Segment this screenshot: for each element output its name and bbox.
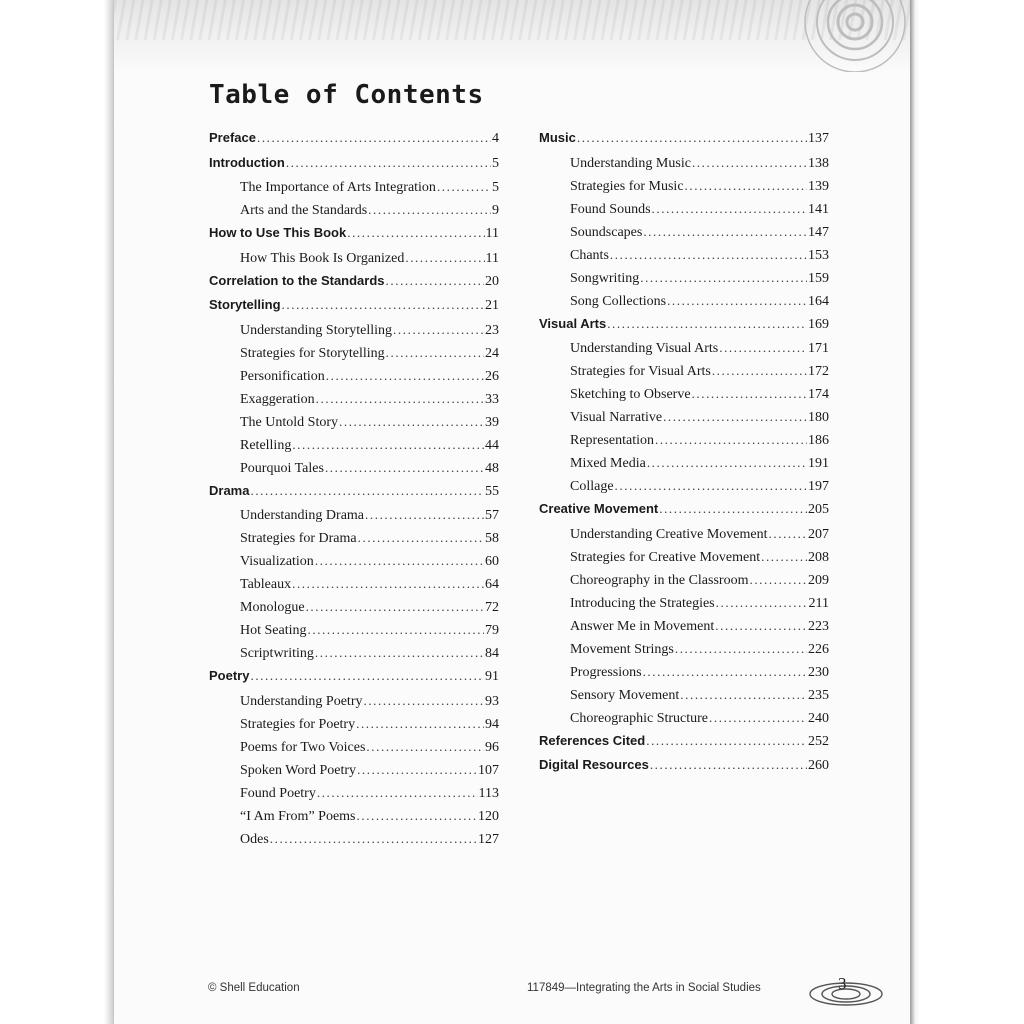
toc-entry-page: 226 bbox=[808, 641, 829, 657]
dot-leader bbox=[326, 364, 484, 387]
toc-subentry bbox=[539, 336, 829, 359]
toc-entry-label: Songwriting bbox=[570, 270, 640, 286]
toc-entry-page: 171 bbox=[808, 341, 829, 356]
dot-leader bbox=[675, 637, 807, 660]
toc-entry-page: 58 bbox=[485, 531, 499, 546]
toc-entry-page: 120 bbox=[478, 808, 499, 824]
toc-section-entry bbox=[209, 479, 499, 504]
toc-entry-label: Preface bbox=[209, 130, 256, 145]
dot-leader bbox=[282, 293, 484, 318]
dot-leader bbox=[315, 549, 484, 572]
toc-subentry bbox=[209, 689, 499, 712]
toc-subentry bbox=[209, 364, 499, 387]
toc-subentry bbox=[209, 246, 499, 269]
toc-entry-label: Correlation to the Standards bbox=[209, 272, 385, 288]
toc-subentry bbox=[539, 660, 829, 683]
toc-entry-label: Progressions bbox=[570, 664, 642, 680]
toc-subentry bbox=[209, 781, 499, 804]
toc-entry-page: 127 bbox=[478, 831, 499, 847]
toc-subentry bbox=[539, 174, 829, 197]
dot-leader bbox=[358, 526, 484, 549]
dot-leader bbox=[667, 289, 807, 312]
toc-entry-page: 186 bbox=[808, 433, 829, 448]
toc-entry-page: 137 bbox=[808, 131, 829, 146]
toc-entry-page: 72 bbox=[485, 600, 499, 615]
toc-entry-label: How to Use This Book bbox=[209, 225, 347, 240]
toc-subentry bbox=[539, 266, 829, 289]
toc-subentry bbox=[539, 220, 829, 243]
toc-entry-label: Storytelling bbox=[209, 297, 281, 312]
toc-entry-label: The Importance of Arts Integration bbox=[240, 180, 436, 195]
toc-subentry bbox=[539, 474, 829, 497]
toc-entry-label: “I Am From” Poems bbox=[240, 808, 356, 824]
toc-entry-page: 208 bbox=[808, 549, 829, 565]
toc-entry-label: Soundscapes bbox=[570, 224, 643, 240]
toc-section-entry bbox=[539, 126, 829, 151]
toc-entry-page: 260 bbox=[808, 758, 829, 773]
toc-entry-label: Poetry bbox=[209, 668, 250, 683]
dot-leader bbox=[357, 804, 478, 827]
toc-subentry bbox=[539, 197, 829, 220]
toc-subentry bbox=[209, 387, 499, 410]
toc-entry-label: Pourquoi Tales bbox=[240, 460, 324, 476]
toc-subentry bbox=[209, 595, 499, 618]
toc-subentry bbox=[539, 359, 829, 382]
dot-leader bbox=[315, 641, 484, 664]
toc-entry-page: 91 bbox=[485, 669, 499, 684]
toc-subentry bbox=[539, 405, 829, 428]
toc-entry-page: 223 bbox=[808, 618, 829, 634]
toc-entry-label: Found Poetry bbox=[240, 785, 316, 801]
dot-leader bbox=[366, 735, 484, 758]
toc-entry-label: Strategies for Poetry bbox=[240, 716, 356, 732]
dot-leader bbox=[769, 522, 807, 545]
toc-entry-label: Exaggeration bbox=[240, 391, 315, 407]
dot-leader bbox=[607, 312, 807, 337]
dot-leader bbox=[650, 753, 807, 778]
toc-subentry bbox=[539, 614, 829, 637]
toc-entry-label: Found Sounds bbox=[570, 201, 651, 217]
toc-subentry bbox=[539, 522, 829, 545]
toc-entry-label: Scriptwriting bbox=[240, 646, 314, 661]
toc-entry-page: 84 bbox=[485, 646, 499, 661]
dot-leader bbox=[646, 729, 807, 754]
dot-leader bbox=[308, 618, 485, 641]
toc-subentry bbox=[539, 151, 829, 174]
toc-entry-page: 211 bbox=[808, 595, 829, 611]
toc-entry-label: Understanding Poetry bbox=[240, 693, 363, 709]
dot-leader bbox=[292, 433, 484, 456]
dot-leader bbox=[719, 336, 807, 359]
toc-entry-label: Movement Strings bbox=[570, 641, 674, 657]
toc-section-entry bbox=[539, 729, 829, 754]
toc-subentry bbox=[209, 641, 499, 664]
toc-entry-page: 235 bbox=[808, 687, 829, 703]
dot-leader bbox=[643, 660, 807, 683]
dot-leader bbox=[365, 503, 484, 526]
toc-entry-label: Understanding Storytelling bbox=[240, 322, 393, 338]
toc-subentry bbox=[539, 591, 829, 614]
dot-leader bbox=[437, 175, 491, 198]
page-title: Table of Contents bbox=[209, 80, 484, 110]
toc-subentry bbox=[209, 827, 499, 850]
toc-entry-page: 180 bbox=[808, 410, 829, 425]
toc-entry-label: Chants bbox=[570, 247, 609, 263]
toc-entry-page: 5 bbox=[492, 155, 499, 171]
toc-entry-page: 55 bbox=[485, 483, 499, 499]
toc-entry-page: 26 bbox=[485, 368, 499, 384]
toc-subentry bbox=[209, 198, 499, 221]
toc-entry-page: 139 bbox=[808, 178, 829, 194]
toc-subentry bbox=[209, 433, 499, 456]
toc-section-entry bbox=[209, 126, 499, 151]
toc-entry-label: Answer Me in Movement bbox=[570, 618, 715, 634]
toc-entry-page: 96 bbox=[485, 739, 499, 755]
footer-copyright: © Shell Education bbox=[208, 982, 300, 994]
toc-entry-page: 21 bbox=[485, 298, 499, 313]
dot-leader bbox=[709, 706, 807, 729]
toc-subentry bbox=[209, 410, 499, 433]
toc-entry-page: 5 bbox=[492, 180, 499, 195]
toc-entry-page: 11 bbox=[485, 250, 499, 266]
ripple-page-icon bbox=[806, 974, 890, 1006]
toc-entry-label: How This Book Is Organized bbox=[240, 250, 405, 266]
toc-entry-label: Monologue bbox=[240, 600, 305, 615]
toc-entry-label: Music bbox=[539, 130, 576, 145]
toc-entry-label: Strategies for Drama bbox=[240, 531, 357, 546]
dot-leader bbox=[692, 382, 807, 405]
toc-section-entry bbox=[209, 664, 499, 689]
ripple-icon bbox=[770, 0, 910, 72]
toc-entry-label: Understanding Music bbox=[570, 155, 691, 171]
toc-entry-page: 172 bbox=[808, 364, 829, 379]
dot-leader bbox=[716, 591, 808, 614]
toc-subentry bbox=[209, 804, 499, 827]
dot-leader bbox=[405, 246, 484, 269]
dot-leader bbox=[257, 126, 491, 151]
toc-subentry bbox=[209, 735, 499, 758]
dot-leader bbox=[363, 689, 484, 712]
toc-entry-page: 20 bbox=[485, 273, 499, 289]
dot-leader bbox=[659, 497, 807, 522]
toc-subentry bbox=[539, 568, 829, 591]
dot-leader bbox=[356, 712, 484, 735]
dot-leader bbox=[393, 318, 484, 341]
toc-entry-label: Introduction bbox=[209, 154, 285, 170]
toc-entry-page: 209 bbox=[808, 572, 829, 588]
toc-entry-label: Strategies for Visual Arts bbox=[570, 364, 711, 379]
toc-entry-page: 205 bbox=[808, 502, 829, 517]
dot-leader bbox=[270, 827, 477, 850]
dot-leader bbox=[692, 151, 807, 174]
toc-subentry bbox=[209, 503, 499, 526]
toc-entry-page: 33 bbox=[485, 391, 499, 407]
toc-subentry bbox=[209, 175, 499, 198]
toc-subentry bbox=[539, 706, 829, 729]
right-page-edge bbox=[910, 0, 916, 1024]
dot-leader bbox=[325, 456, 484, 479]
dot-leader bbox=[250, 664, 484, 689]
toc-entry-page: 39 bbox=[485, 414, 499, 430]
toc-entry-page: 147 bbox=[808, 224, 829, 240]
toc-entry-label: Personification bbox=[240, 368, 325, 384]
toc-entry-label: References Cited bbox=[539, 732, 646, 748]
toc-entry-label: Strategies for Creative Movement bbox=[570, 549, 761, 565]
toc-entry-label: Creative Movement bbox=[539, 501, 659, 516]
toc-entry-page: 4 bbox=[492, 131, 499, 146]
toc-entry-label: Introducing the Strategies bbox=[570, 595, 715, 611]
toc-entry-page: 138 bbox=[808, 155, 829, 171]
toc-section-entry bbox=[209, 269, 499, 294]
dot-leader bbox=[306, 595, 484, 618]
toc-entry-page: 113 bbox=[478, 785, 499, 801]
dot-leader bbox=[250, 479, 484, 504]
toc-section-entry bbox=[539, 312, 829, 337]
toc-entry-label: Hot Seating bbox=[240, 623, 307, 638]
dot-leader bbox=[286, 151, 491, 176]
dot-leader bbox=[357, 758, 477, 781]
toc-entry-label: Strategies for Music bbox=[570, 178, 684, 194]
toc-entry-page: 48 bbox=[485, 460, 499, 476]
toc-subentry bbox=[209, 526, 499, 549]
toc-section-entry bbox=[539, 497, 829, 522]
dot-leader bbox=[577, 126, 807, 151]
dot-leader bbox=[292, 572, 484, 595]
toc-left-column bbox=[209, 126, 499, 850]
toc-subentry bbox=[539, 545, 829, 568]
document-page bbox=[114, 0, 910, 1024]
toc-subentry bbox=[209, 572, 499, 595]
toc-entry-page: 252 bbox=[808, 733, 829, 749]
toc-entry-label: Visual Arts bbox=[539, 315, 607, 331]
toc-entry-label: Understanding Visual Arts bbox=[570, 341, 719, 356]
toc-entry-label: Tableaux bbox=[240, 577, 292, 592]
toc-section-entry bbox=[539, 753, 829, 778]
toc-entry-label: Visualization bbox=[240, 554, 314, 569]
toc-subentry bbox=[209, 618, 499, 641]
toc-section-entry bbox=[209, 293, 499, 318]
toc-subentry bbox=[209, 318, 499, 341]
toc-entry-label: Representation bbox=[570, 433, 654, 448]
toc-entry-label: Choreographic Structure bbox=[570, 710, 709, 726]
toc-entry-page: 57 bbox=[485, 508, 499, 523]
dot-leader bbox=[347, 221, 484, 246]
dot-leader bbox=[761, 545, 807, 568]
dot-leader bbox=[317, 781, 478, 804]
toc-entry-label: Sensory Movement bbox=[570, 687, 680, 703]
toc-subentry bbox=[539, 289, 829, 312]
toc-right-column bbox=[539, 126, 829, 778]
toc-entry-page: 11 bbox=[485, 226, 499, 241]
toc-entry-label: Visual Narrative bbox=[570, 410, 663, 425]
toc-entry-page: 24 bbox=[485, 345, 499, 361]
toc-entry-label: Arts and the Standards bbox=[240, 203, 368, 218]
dot-leader bbox=[339, 410, 484, 433]
dot-leader bbox=[652, 197, 807, 220]
toc-entry-page: 153 bbox=[808, 247, 829, 263]
dot-leader bbox=[640, 266, 807, 289]
toc-entry-label: Poems for Two Voices bbox=[240, 739, 366, 755]
toc-entry-page: 197 bbox=[808, 479, 829, 494]
toc-subentry bbox=[209, 758, 499, 781]
dot-leader bbox=[386, 269, 484, 294]
toc-entry-page: 174 bbox=[808, 387, 829, 402]
toc-entry-page: 207 bbox=[808, 526, 829, 542]
toc-entry-label: Strategies for Storytelling bbox=[240, 345, 385, 361]
toc-entry-page: 93 bbox=[485, 693, 499, 709]
toc-entry-label: Choreography in the Classroom bbox=[570, 572, 749, 588]
toc-subentry bbox=[539, 451, 829, 474]
toc-entry-page: 230 bbox=[808, 664, 829, 680]
toc-entry-page: 169 bbox=[808, 316, 829, 332]
toc-entry-label: Spoken Word Poetry bbox=[240, 762, 357, 778]
toc-section-entry bbox=[209, 221, 499, 246]
toc-entry-label: Digital Resources bbox=[539, 757, 649, 772]
toc-subentry bbox=[539, 382, 829, 405]
toc-entry-label: The Untold Story bbox=[240, 414, 338, 430]
page-number: 3 bbox=[838, 974, 847, 993]
dot-leader bbox=[715, 614, 807, 637]
toc-subentry bbox=[209, 456, 499, 479]
footer-book-title: 117849—Integrating the Arts in Social Studies bbox=[527, 982, 761, 994]
toc-subentry bbox=[539, 428, 829, 451]
page-number-badge bbox=[806, 974, 890, 1006]
dot-leader bbox=[610, 243, 807, 266]
toc-subentry bbox=[209, 549, 499, 572]
left-page-edge bbox=[104, 0, 114, 1024]
dot-leader bbox=[663, 405, 807, 428]
dot-leader bbox=[643, 220, 807, 243]
dot-leader bbox=[386, 341, 484, 364]
toc-entry-page: 64 bbox=[485, 577, 499, 592]
toc-subentry bbox=[539, 683, 829, 706]
toc-entry-label: Sketching to Observe bbox=[570, 387, 691, 402]
dot-leader bbox=[749, 568, 807, 591]
toc-entry-label: Mixed Media bbox=[570, 456, 646, 471]
toc-section-entry bbox=[209, 151, 499, 176]
toc-entry-label: Understanding Drama bbox=[240, 508, 365, 523]
dot-leader bbox=[712, 359, 807, 382]
dot-leader bbox=[680, 683, 807, 706]
toc-subentry bbox=[209, 341, 499, 364]
toc-subentry bbox=[539, 637, 829, 660]
toc-entry-page: 240 bbox=[808, 710, 829, 726]
dot-leader bbox=[368, 198, 491, 221]
toc-entry-label: Retelling bbox=[240, 437, 292, 453]
toc-entry-page: 44 bbox=[485, 437, 499, 453]
toc-entry-label: Song Collections bbox=[570, 293, 667, 309]
toc-entry-label: Collage bbox=[570, 479, 614, 494]
toc-entry-label: Drama bbox=[209, 482, 250, 498]
toc-subentry bbox=[539, 243, 829, 266]
dot-leader bbox=[655, 428, 807, 451]
toc-entry-page: 159 bbox=[808, 270, 829, 286]
dot-leader bbox=[647, 451, 807, 474]
dot-leader bbox=[615, 474, 807, 497]
toc-entry-page: 191 bbox=[808, 456, 829, 471]
toc-entry-label: Understanding Creative Movement bbox=[570, 526, 768, 542]
toc-entry-page: 79 bbox=[485, 623, 499, 638]
toc-subentry bbox=[209, 712, 499, 735]
dot-leader bbox=[316, 387, 484, 410]
toc-entry-page: 9 bbox=[492, 203, 499, 218]
toc-entry-page: 141 bbox=[808, 201, 829, 217]
toc-entry-page: 94 bbox=[485, 716, 499, 732]
toc-entry-page: 23 bbox=[485, 322, 499, 338]
toc-entry-page: 164 bbox=[808, 293, 829, 309]
toc-entry-page: 107 bbox=[478, 762, 499, 778]
header-banner bbox=[114, 0, 910, 72]
dot-leader bbox=[685, 174, 807, 197]
toc-entry-page: 60 bbox=[485, 554, 499, 569]
toc-entry-label: Odes bbox=[240, 831, 269, 847]
